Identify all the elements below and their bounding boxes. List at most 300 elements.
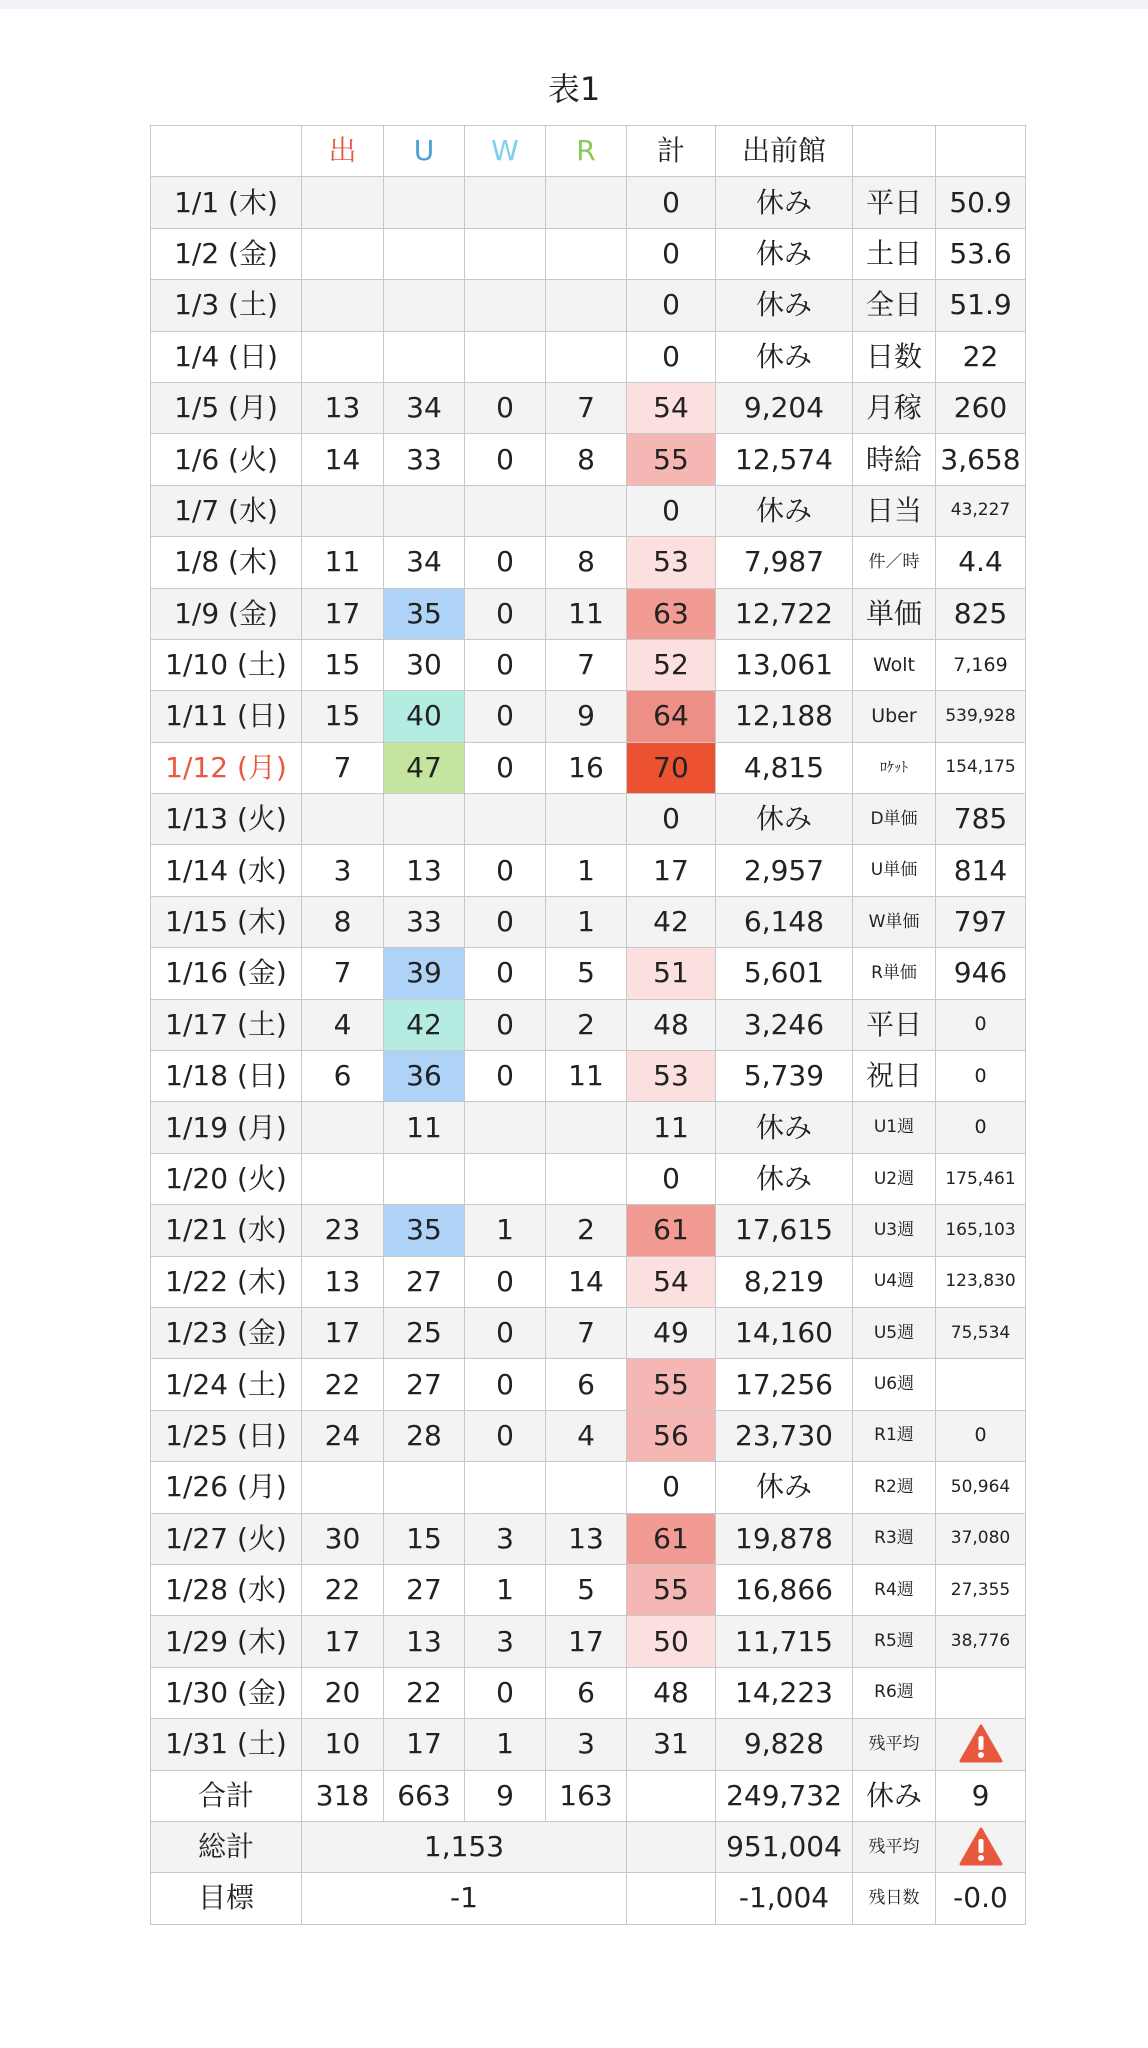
date-cell[interactable]: 1/15 (木) bbox=[151, 896, 302, 947]
w-cell[interactable]: 0 bbox=[465, 537, 546, 588]
u-cell[interactable]: 47 bbox=[384, 742, 465, 793]
de-cell[interactable]: 17 bbox=[302, 1616, 384, 1667]
total-cell[interactable]: 11 bbox=[627, 1102, 716, 1153]
stat-label-cell[interactable]: ﾛｹｯﾄ bbox=[853, 742, 936, 793]
r-cell[interactable]: 8 bbox=[546, 434, 627, 485]
demae-cell[interactable]: 休み bbox=[716, 794, 853, 845]
demae-cell[interactable]: 7,987 bbox=[716, 537, 853, 588]
demae-cell[interactable]: 17,615 bbox=[716, 1205, 853, 1256]
total-cell[interactable]: 55 bbox=[627, 1564, 716, 1615]
sum-side-value[interactable]: 9 bbox=[936, 1770, 1026, 1821]
stat-label-cell[interactable]: U5週 bbox=[853, 1307, 936, 1358]
date-cell[interactable]: 1/7 (水) bbox=[151, 485, 302, 536]
stat-value-cell[interactable]: 785 bbox=[936, 794, 1026, 845]
stat-value-cell[interactable]: 539,928 bbox=[936, 691, 1026, 742]
u-cell[interactable]: 22 bbox=[384, 1667, 465, 1718]
de-cell[interactable]: 13 bbox=[302, 1256, 384, 1307]
date-cell[interactable]: 1/13 (火) bbox=[151, 794, 302, 845]
r-cell[interactable]: 7 bbox=[546, 639, 627, 690]
sum-total[interactable] bbox=[627, 1770, 716, 1821]
grand-total[interactable] bbox=[627, 1821, 716, 1872]
demae-cell[interactable]: 8,219 bbox=[716, 1256, 853, 1307]
demae-cell[interactable]: 14,160 bbox=[716, 1307, 853, 1358]
total-cell[interactable]: 17 bbox=[627, 845, 716, 896]
grand-label[interactable]: 総計 bbox=[151, 1821, 302, 1872]
r-cell[interactable]: 3 bbox=[546, 1719, 627, 1770]
w-cell[interactable]: 0 bbox=[465, 1307, 546, 1358]
u-cell[interactable]: 25 bbox=[384, 1307, 465, 1358]
stat-label-cell[interactable]: 日数 bbox=[853, 331, 936, 382]
total-cell[interactable]: 0 bbox=[627, 228, 716, 279]
r-cell[interactable]: 9 bbox=[546, 691, 627, 742]
stat-value-cell[interactable]: 51.9 bbox=[936, 280, 1026, 331]
w-cell[interactable] bbox=[465, 1102, 546, 1153]
demae-cell[interactable]: 23,730 bbox=[716, 1410, 853, 1461]
date-cell[interactable]: 1/29 (木) bbox=[151, 1616, 302, 1667]
r-cell[interactable] bbox=[546, 228, 627, 279]
r-cell[interactable]: 2 bbox=[546, 1205, 627, 1256]
r-cell[interactable] bbox=[546, 280, 627, 331]
date-cell[interactable]: 1/10 (土) bbox=[151, 639, 302, 690]
demae-cell[interactable]: 休み bbox=[716, 177, 853, 228]
r-cell[interactable]: 7 bbox=[546, 1307, 627, 1358]
total-cell[interactable]: 0 bbox=[627, 280, 716, 331]
date-cell[interactable]: 1/18 (日) bbox=[151, 1051, 302, 1102]
w-cell[interactable]: 0 bbox=[465, 896, 546, 947]
stat-value-cell[interactable]: 27,355 bbox=[936, 1564, 1026, 1615]
w-cell[interactable] bbox=[465, 177, 546, 228]
u-cell[interactable] bbox=[384, 1462, 465, 1513]
de-cell[interactable] bbox=[302, 177, 384, 228]
stat-label-cell[interactable]: 残平均 bbox=[853, 1719, 936, 1770]
u-cell[interactable]: 35 bbox=[384, 1205, 465, 1256]
total-cell[interactable]: 0 bbox=[627, 485, 716, 536]
header-label[interactable] bbox=[853, 126, 936, 177]
goal-total[interactable] bbox=[627, 1873, 716, 1924]
date-cell[interactable]: 1/4 (日) bbox=[151, 331, 302, 382]
u-cell[interactable]: 11 bbox=[384, 1102, 465, 1153]
grand-combined[interactable]: 1,153 bbox=[302, 1821, 627, 1872]
total-cell[interactable]: 61 bbox=[627, 1513, 716, 1564]
u-cell[interactable]: 15 bbox=[384, 1513, 465, 1564]
de-cell[interactable] bbox=[302, 280, 384, 331]
u-cell[interactable]: 39 bbox=[384, 948, 465, 999]
stat-value-cell[interactable]: 825 bbox=[936, 588, 1026, 639]
stat-value-cell[interactable]: 50,964 bbox=[936, 1462, 1026, 1513]
u-cell[interactable]: 30 bbox=[384, 639, 465, 690]
total-cell[interactable]: 52 bbox=[627, 639, 716, 690]
u-cell[interactable]: 40 bbox=[384, 691, 465, 742]
r-cell[interactable] bbox=[546, 794, 627, 845]
stat-value-cell[interactable]: 260 bbox=[936, 382, 1026, 433]
stat-value-cell[interactable]: 37,080 bbox=[936, 1513, 1026, 1564]
r-cell[interactable]: 6 bbox=[546, 1359, 627, 1410]
header-demae[interactable]: 出前館 bbox=[716, 126, 853, 177]
grand-side-label[interactable]: 残平均 bbox=[853, 1821, 936, 1872]
w-cell[interactable]: 0 bbox=[465, 948, 546, 999]
stat-label-cell[interactable]: U6週 bbox=[853, 1359, 936, 1410]
total-cell[interactable]: 70 bbox=[627, 742, 716, 793]
demae-cell[interactable]: 12,574 bbox=[716, 434, 853, 485]
date-cell[interactable]: 1/21 (水) bbox=[151, 1205, 302, 1256]
demae-cell[interactable]: 休み bbox=[716, 228, 853, 279]
total-cell[interactable]: 49 bbox=[627, 1307, 716, 1358]
total-cell[interactable]: 54 bbox=[627, 382, 716, 433]
r-cell[interactable]: 7 bbox=[546, 382, 627, 433]
w-cell[interactable] bbox=[465, 1153, 546, 1204]
goal-demae[interactable]: -1,004 bbox=[716, 1873, 853, 1924]
de-cell[interactable] bbox=[302, 1153, 384, 1204]
u-cell[interactable] bbox=[384, 228, 465, 279]
r-cell[interactable]: 13 bbox=[546, 1513, 627, 1564]
r-cell[interactable]: 1 bbox=[546, 845, 627, 896]
de-cell[interactable]: 24 bbox=[302, 1410, 384, 1461]
stat-value-cell[interactable]: 154,175 bbox=[936, 742, 1026, 793]
de-cell[interactable]: 22 bbox=[302, 1359, 384, 1410]
u-cell[interactable]: 33 bbox=[384, 896, 465, 947]
de-cell[interactable]: 8 bbox=[302, 896, 384, 947]
demae-cell[interactable]: 9,204 bbox=[716, 382, 853, 433]
u-cell[interactable]: 27 bbox=[384, 1256, 465, 1307]
date-cell[interactable]: 1/6 (火) bbox=[151, 434, 302, 485]
sum-label[interactable]: 合計 bbox=[151, 1770, 302, 1821]
date-cell[interactable]: 1/5 (月) bbox=[151, 382, 302, 433]
w-cell[interactable]: 0 bbox=[465, 588, 546, 639]
stat-value-cell[interactable]: 0 bbox=[936, 999, 1026, 1050]
goal-side-label[interactable]: 残日数 bbox=[853, 1873, 936, 1924]
date-cell[interactable]: 1/8 (木) bbox=[151, 537, 302, 588]
stat-label-cell[interactable]: R3週 bbox=[853, 1513, 936, 1564]
u-cell[interactable] bbox=[384, 794, 465, 845]
de-cell[interactable]: 14 bbox=[302, 434, 384, 485]
stat-value-cell[interactable]: 53.6 bbox=[936, 228, 1026, 279]
stat-label-cell[interactable]: 祝日 bbox=[853, 1051, 936, 1102]
de-cell[interactable]: 10 bbox=[302, 1719, 384, 1770]
w-cell[interactable]: 1 bbox=[465, 1564, 546, 1615]
r-cell[interactable]: 16 bbox=[546, 742, 627, 793]
stat-label-cell[interactable]: U3週 bbox=[853, 1205, 936, 1256]
de-cell[interactable]: 23 bbox=[302, 1205, 384, 1256]
total-cell[interactable]: 55 bbox=[627, 434, 716, 485]
de-cell[interactable]: 7 bbox=[302, 742, 384, 793]
demae-cell[interactable]: 3,246 bbox=[716, 999, 853, 1050]
date-cell[interactable]: 1/27 (火) bbox=[151, 1513, 302, 1564]
r-cell[interactable]: 2 bbox=[546, 999, 627, 1050]
w-cell[interactable]: 0 bbox=[465, 1051, 546, 1102]
header-r[interactable]: R bbox=[546, 126, 627, 177]
u-cell[interactable]: 35 bbox=[384, 588, 465, 639]
date-cell[interactable]: 1/3 (土) bbox=[151, 280, 302, 331]
r-cell[interactable] bbox=[546, 177, 627, 228]
total-cell[interactable]: 50 bbox=[627, 1616, 716, 1667]
stat-value-cell[interactable]: 7,169 bbox=[936, 639, 1026, 690]
r-cell[interactable]: 8 bbox=[546, 537, 627, 588]
stat-label-cell[interactable]: U4週 bbox=[853, 1256, 936, 1307]
total-cell[interactable]: 63 bbox=[627, 588, 716, 639]
demae-cell[interactable]: 2,957 bbox=[716, 845, 853, 896]
stat-value-cell[interactable]: 0 bbox=[936, 1051, 1026, 1102]
total-cell[interactable]: 0 bbox=[627, 331, 716, 382]
total-cell[interactable]: 64 bbox=[627, 691, 716, 742]
date-cell[interactable]: 1/23 (金) bbox=[151, 1307, 302, 1358]
date-cell[interactable]: 1/26 (月) bbox=[151, 1462, 302, 1513]
de-cell[interactable]: 4 bbox=[302, 999, 384, 1050]
demae-cell[interactable]: 5,601 bbox=[716, 948, 853, 999]
date-cell[interactable]: 1/24 (土) bbox=[151, 1359, 302, 1410]
total-cell[interactable]: 55 bbox=[627, 1359, 716, 1410]
de-cell[interactable]: 7 bbox=[302, 948, 384, 999]
total-cell[interactable]: 0 bbox=[627, 794, 716, 845]
demae-cell[interactable]: 14,223 bbox=[716, 1667, 853, 1718]
total-cell[interactable]: 53 bbox=[627, 537, 716, 588]
stat-value-cell[interactable]: 175,461 bbox=[936, 1153, 1026, 1204]
u-cell[interactable]: 13 bbox=[384, 1616, 465, 1667]
w-cell[interactable]: 0 bbox=[465, 691, 546, 742]
date-cell[interactable]: 1/2 (金) bbox=[151, 228, 302, 279]
w-cell[interactable]: 0 bbox=[465, 845, 546, 896]
date-cell[interactable]: 1/16 (金) bbox=[151, 948, 302, 999]
stat-label-cell[interactable]: R単価 bbox=[853, 948, 936, 999]
total-cell[interactable]: 31 bbox=[627, 1719, 716, 1770]
stat-label-cell[interactable]: 月稼 bbox=[853, 382, 936, 433]
u-cell[interactable]: 34 bbox=[384, 382, 465, 433]
demae-cell[interactable]: 休み bbox=[716, 331, 853, 382]
stat-value-cell[interactable]: 814 bbox=[936, 845, 1026, 896]
stat-label-cell[interactable]: Uber bbox=[853, 691, 936, 742]
w-cell[interactable]: 1 bbox=[465, 1205, 546, 1256]
u-cell[interactable] bbox=[384, 485, 465, 536]
stat-value-cell[interactable]: 123,830 bbox=[936, 1256, 1026, 1307]
stat-label-cell[interactable]: D単価 bbox=[853, 794, 936, 845]
r-cell[interactable]: 1 bbox=[546, 896, 627, 947]
total-cell[interactable]: 42 bbox=[627, 896, 716, 947]
de-cell[interactable]: 30 bbox=[302, 1513, 384, 1564]
date-cell[interactable]: 1/12 (月) bbox=[151, 742, 302, 793]
demae-cell[interactable]: 休み bbox=[716, 1462, 853, 1513]
stat-label-cell[interactable]: 時給 bbox=[853, 434, 936, 485]
goal-combined[interactable]: -1 bbox=[302, 1873, 627, 1924]
stat-value-cell[interactable]: 946 bbox=[936, 948, 1026, 999]
w-cell[interactable] bbox=[465, 228, 546, 279]
grand-side-value[interactable] bbox=[936, 1821, 1026, 1872]
u-cell[interactable]: 34 bbox=[384, 537, 465, 588]
de-cell[interactable] bbox=[302, 1102, 384, 1153]
u-cell[interactable]: 42 bbox=[384, 999, 465, 1050]
demae-cell[interactable]: 17,256 bbox=[716, 1359, 853, 1410]
stat-value-cell[interactable]: 797 bbox=[936, 896, 1026, 947]
u-cell[interactable]: 13 bbox=[384, 845, 465, 896]
w-cell[interactable]: 0 bbox=[465, 999, 546, 1050]
stat-value-cell[interactable]: 38,776 bbox=[936, 1616, 1026, 1667]
goal-side-value[interactable]: -0.0 bbox=[936, 1873, 1026, 1924]
w-cell[interactable]: 0 bbox=[465, 639, 546, 690]
stat-label-cell[interactable]: R1週 bbox=[853, 1410, 936, 1461]
header-total[interactable]: 計 bbox=[627, 126, 716, 177]
stat-value-cell[interactable] bbox=[936, 1719, 1026, 1770]
w-cell[interactable]: 0 bbox=[465, 1667, 546, 1718]
de-cell[interactable] bbox=[302, 485, 384, 536]
header-w[interactable]: W bbox=[465, 126, 546, 177]
w-cell[interactable] bbox=[465, 794, 546, 845]
sum-side-label[interactable]: 休み bbox=[853, 1770, 936, 1821]
stat-value-cell[interactable]: 165,103 bbox=[936, 1205, 1026, 1256]
u-cell[interactable]: 36 bbox=[384, 1051, 465, 1102]
demae-cell[interactable]: 休み bbox=[716, 280, 853, 331]
u-cell[interactable]: 28 bbox=[384, 1410, 465, 1461]
date-cell[interactable]: 1/17 (土) bbox=[151, 999, 302, 1050]
stat-label-cell[interactable]: 全日 bbox=[853, 280, 936, 331]
de-cell[interactable]: 17 bbox=[302, 588, 384, 639]
r-cell[interactable]: 11 bbox=[546, 1051, 627, 1102]
date-cell[interactable]: 1/30 (金) bbox=[151, 1667, 302, 1718]
stat-value-cell[interactable] bbox=[936, 1359, 1026, 1410]
de-cell[interactable]: 15 bbox=[302, 639, 384, 690]
stat-label-cell[interactable]: U2週 bbox=[853, 1153, 936, 1204]
w-cell[interactable] bbox=[465, 331, 546, 382]
demae-cell[interactable]: 4,815 bbox=[716, 742, 853, 793]
demae-cell[interactable]: 16,866 bbox=[716, 1564, 853, 1615]
demae-cell[interactable]: 5,739 bbox=[716, 1051, 853, 1102]
date-cell[interactable]: 1/31 (土) bbox=[151, 1719, 302, 1770]
demae-cell[interactable]: 休み bbox=[716, 485, 853, 536]
stat-value-cell[interactable]: 0 bbox=[936, 1102, 1026, 1153]
total-cell[interactable]: 0 bbox=[627, 1462, 716, 1513]
total-cell[interactable]: 0 bbox=[627, 1153, 716, 1204]
sum-demae[interactable]: 249,732 bbox=[716, 1770, 853, 1821]
stat-label-cell[interactable]: U単価 bbox=[853, 845, 936, 896]
de-cell[interactable]: 20 bbox=[302, 1667, 384, 1718]
total-cell[interactable]: 48 bbox=[627, 1667, 716, 1718]
stat-label-cell[interactable]: W単価 bbox=[853, 896, 936, 947]
w-cell[interactable]: 0 bbox=[465, 1410, 546, 1461]
w-cell[interactable] bbox=[465, 485, 546, 536]
r-cell[interactable] bbox=[546, 331, 627, 382]
u-cell[interactable]: 27 bbox=[384, 1359, 465, 1410]
header-de[interactable]: 出 bbox=[302, 126, 384, 177]
u-cell[interactable] bbox=[384, 280, 465, 331]
stat-label-cell[interactable]: 単価 bbox=[853, 588, 936, 639]
stat-value-cell[interactable]: 43,227 bbox=[936, 485, 1026, 536]
w-cell[interactable]: 0 bbox=[465, 1359, 546, 1410]
u-cell[interactable]: 27 bbox=[384, 1564, 465, 1615]
r-cell[interactable] bbox=[546, 1462, 627, 1513]
total-cell[interactable]: 51 bbox=[627, 948, 716, 999]
header-date[interactable] bbox=[151, 126, 302, 177]
stat-label-cell[interactable]: 日当 bbox=[853, 485, 936, 536]
r-cell[interactable]: 5 bbox=[546, 948, 627, 999]
stat-label-cell[interactable]: 平日 bbox=[853, 177, 936, 228]
date-cell[interactable]: 1/9 (金) bbox=[151, 588, 302, 639]
date-cell[interactable]: 1/19 (月) bbox=[151, 1102, 302, 1153]
w-cell[interactable] bbox=[465, 280, 546, 331]
stat-value-cell[interactable]: 3,658 bbox=[936, 434, 1026, 485]
stat-label-cell[interactable]: 平日 bbox=[853, 999, 936, 1050]
r-cell[interactable] bbox=[546, 1153, 627, 1204]
date-cell[interactable]: 1/20 (火) bbox=[151, 1153, 302, 1204]
sum-r[interactable]: 163 bbox=[546, 1770, 627, 1821]
r-cell[interactable]: 17 bbox=[546, 1616, 627, 1667]
w-cell[interactable]: 3 bbox=[465, 1513, 546, 1564]
u-cell[interactable]: 33 bbox=[384, 434, 465, 485]
total-cell[interactable]: 0 bbox=[627, 177, 716, 228]
stat-label-cell[interactable]: R6週 bbox=[853, 1667, 936, 1718]
stat-label-cell[interactable]: R2週 bbox=[853, 1462, 936, 1513]
demae-cell[interactable]: 11,715 bbox=[716, 1616, 853, 1667]
demae-cell[interactable]: 休み bbox=[716, 1102, 853, 1153]
de-cell[interactable]: 15 bbox=[302, 691, 384, 742]
header-u[interactable]: U bbox=[384, 126, 465, 177]
de-cell[interactable]: 17 bbox=[302, 1307, 384, 1358]
date-cell[interactable]: 1/11 (日) bbox=[151, 691, 302, 742]
stat-label-cell[interactable]: R4週 bbox=[853, 1564, 936, 1615]
r-cell[interactable] bbox=[546, 485, 627, 536]
grand-demae[interactable]: 951,004 bbox=[716, 1821, 853, 1872]
de-cell[interactable]: 6 bbox=[302, 1051, 384, 1102]
r-cell[interactable]: 11 bbox=[546, 588, 627, 639]
demae-cell[interactable]: 19,878 bbox=[716, 1513, 853, 1564]
stat-label-cell[interactable]: R5週 bbox=[853, 1616, 936, 1667]
de-cell[interactable] bbox=[302, 794, 384, 845]
u-cell[interactable] bbox=[384, 331, 465, 382]
r-cell[interactable]: 14 bbox=[546, 1256, 627, 1307]
r-cell[interactable]: 5 bbox=[546, 1564, 627, 1615]
w-cell[interactable]: 0 bbox=[465, 1256, 546, 1307]
demae-cell[interactable]: 12,722 bbox=[716, 588, 853, 639]
r-cell[interactable]: 6 bbox=[546, 1667, 627, 1718]
total-cell[interactable]: 48 bbox=[627, 999, 716, 1050]
de-cell[interactable]: 11 bbox=[302, 537, 384, 588]
de-cell[interactable] bbox=[302, 1462, 384, 1513]
total-cell[interactable]: 61 bbox=[627, 1205, 716, 1256]
w-cell[interactable]: 3 bbox=[465, 1616, 546, 1667]
demae-cell[interactable]: 12,188 bbox=[716, 691, 853, 742]
sum-de[interactable]: 318 bbox=[302, 1770, 384, 1821]
w-cell[interactable]: 0 bbox=[465, 382, 546, 433]
stat-label-cell[interactable]: 土日 bbox=[853, 228, 936, 279]
u-cell[interactable] bbox=[384, 177, 465, 228]
w-cell[interactable]: 1 bbox=[465, 1719, 546, 1770]
sum-u[interactable]: 663 bbox=[384, 1770, 465, 1821]
de-cell[interactable] bbox=[302, 331, 384, 382]
stat-value-cell[interactable]: 75,534 bbox=[936, 1307, 1026, 1358]
demae-cell[interactable]: 休み bbox=[716, 1153, 853, 1204]
stat-value-cell[interactable]: 50.9 bbox=[936, 177, 1026, 228]
w-cell[interactable]: 0 bbox=[465, 434, 546, 485]
de-cell[interactable]: 22 bbox=[302, 1564, 384, 1615]
w-cell[interactable] bbox=[465, 1462, 546, 1513]
stat-value-cell[interactable] bbox=[936, 1667, 1026, 1718]
date-cell[interactable]: 1/14 (水) bbox=[151, 845, 302, 896]
date-cell[interactable]: 1/1 (木) bbox=[151, 177, 302, 228]
goal-label[interactable]: 目標 bbox=[151, 1873, 302, 1924]
total-cell[interactable]: 53 bbox=[627, 1051, 716, 1102]
date-cell[interactable]: 1/28 (水) bbox=[151, 1564, 302, 1615]
stat-value-cell[interactable]: 0 bbox=[936, 1410, 1026, 1461]
stat-label-cell[interactable]: 件／時 bbox=[853, 537, 936, 588]
w-cell[interactable]: 0 bbox=[465, 742, 546, 793]
stat-label-cell[interactable]: Wolt bbox=[853, 639, 936, 690]
date-cell[interactable]: 1/25 (日) bbox=[151, 1410, 302, 1461]
u-cell[interactable] bbox=[384, 1153, 465, 1204]
sum-w[interactable]: 9 bbox=[465, 1770, 546, 1821]
demae-cell[interactable]: 13,061 bbox=[716, 639, 853, 690]
demae-cell[interactable]: 6,148 bbox=[716, 896, 853, 947]
demae-cell[interactable]: 9,828 bbox=[716, 1719, 853, 1770]
de-cell[interactable]: 3 bbox=[302, 845, 384, 896]
de-cell[interactable]: 13 bbox=[302, 382, 384, 433]
r-cell[interactable] bbox=[546, 1102, 627, 1153]
stat-value-cell[interactable]: 4.4 bbox=[936, 537, 1026, 588]
